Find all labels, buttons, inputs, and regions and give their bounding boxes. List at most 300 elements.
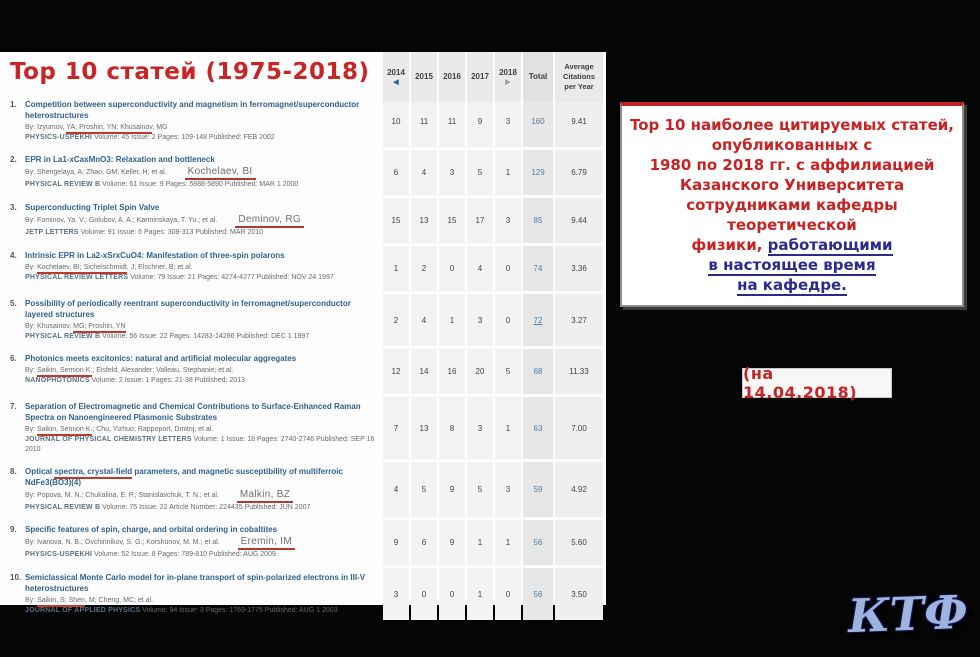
year-citation-value: 9 xyxy=(449,485,455,494)
citation-count-cells xyxy=(383,397,603,459)
year-citation-value: 0 xyxy=(449,589,455,599)
total-citation-cell xyxy=(523,95,553,147)
article-rank: 8. xyxy=(10,467,17,476)
article-title-text: Competition between superconductivity and magnetism in ferromagnet/superconductor heterostructures xyxy=(25,100,360,120)
year-citation-cell xyxy=(495,520,521,565)
year-citation-value: 1 xyxy=(477,589,483,599)
article-title-text: EPR in La1-xCaxMnO3: Relaxation and bottleneck xyxy=(25,155,215,164)
year-column-header xyxy=(383,52,409,102)
year-citation-value: 17 xyxy=(475,216,485,225)
avg-citations-value: 6.79 xyxy=(571,168,587,177)
author-names-text: Saikin, S; Shen xyxy=(37,597,85,607)
year-citation-cell xyxy=(467,568,493,620)
year-citation-cell xyxy=(411,349,437,394)
total-citation-cell xyxy=(523,294,553,346)
department-author-annotation: Malkin, BZ xyxy=(237,490,293,503)
journal-name: PHYSICAL REVIEW B xyxy=(25,181,101,188)
article-source xyxy=(25,435,378,455)
article-authors xyxy=(25,425,378,435)
journal-name: JOURNAL OF APPLIED PHYSICS xyxy=(25,607,141,614)
note-box xyxy=(620,102,964,307)
year-citation-value: 13 xyxy=(419,216,429,225)
note-line xyxy=(626,155,958,175)
year-citation-cell xyxy=(439,198,465,243)
article-rank: 5. xyxy=(10,299,17,308)
journal-name: PHYSICAL REVIEW B xyxy=(25,333,101,340)
total-citations-link[interactable]: 129 xyxy=(531,168,545,177)
year-citation-value: 1 xyxy=(393,264,399,273)
citation-count-cells xyxy=(383,520,603,565)
citation-count-cells xyxy=(383,568,603,620)
total-column-header xyxy=(523,52,553,102)
journal-name: PHYSICS-USPEKHI xyxy=(25,551,93,558)
year-citation-cell xyxy=(411,150,437,195)
article-title-link[interactable] xyxy=(25,572,378,594)
article-title-link[interactable] xyxy=(25,99,378,121)
year-citation-cell xyxy=(495,198,521,243)
year-citation-cell xyxy=(383,95,409,147)
avg-citation-cell xyxy=(555,294,603,346)
journal-name: NANOPHOTONICS xyxy=(25,377,90,384)
year-column-header xyxy=(439,52,465,102)
year-citation-value: 4 xyxy=(421,315,427,325)
article-title-text: Possibility of periodically reentrant superconductivity in ferromagnet/superconductor layered structures xyxy=(25,299,351,319)
year-header-label: 2017 xyxy=(471,72,489,81)
year-citation-cell xyxy=(467,520,493,565)
note-box-lines xyxy=(626,115,958,295)
author-names-text: Kochelaev, BI; Sichelschmidt xyxy=(37,264,127,274)
avg-citations-value: 5.60 xyxy=(571,538,587,547)
year-citation-value: 3 xyxy=(505,216,511,225)
citation-count-cells xyxy=(383,349,603,394)
year-citation-cell xyxy=(467,198,493,243)
year-citation-value: 3 xyxy=(505,116,511,126)
year-citation-value: 14 xyxy=(419,367,429,376)
year-citation-value: 1 xyxy=(505,538,511,547)
article-title-link[interactable] xyxy=(25,524,378,535)
article-title-link[interactable] xyxy=(25,202,378,213)
article-row xyxy=(0,294,606,346)
year-citation-cell xyxy=(411,95,437,147)
article-content xyxy=(25,568,380,620)
year-citation-cell xyxy=(411,246,437,291)
department-author-annotation: Eremin, IM xyxy=(238,537,295,550)
total-citations-link[interactable]: 59 xyxy=(533,485,543,494)
note-red-text: Top 10 наиболее цитируемых статей, xyxy=(630,116,954,134)
author-names-text: By: Ivanova, N. B.; Ovchinnikov, S. G.; Korshunov, M. M.; et al. xyxy=(25,539,220,546)
journal-meta: Volume: 56 Issue: 22 Pages: 14283-14286 Published: DEC 1 1997 xyxy=(100,333,310,340)
article-title-text: Intrinsic EPR in La2-xSrxCuO4: Manifestation of three-spin polarons xyxy=(25,251,285,260)
article-authors xyxy=(25,215,378,228)
article-row xyxy=(0,95,606,147)
year-citation-value: 9 xyxy=(477,116,483,126)
year-citation-value: 16 xyxy=(447,367,457,376)
article-authors xyxy=(25,263,378,273)
year-citation-cell xyxy=(411,294,437,346)
article-content xyxy=(25,150,380,195)
note-line xyxy=(626,115,958,135)
avg-citation-cell xyxy=(555,568,603,620)
article-authors xyxy=(25,366,378,376)
article-content xyxy=(25,349,380,394)
total-citations-link[interactable]: 56 xyxy=(533,589,543,599)
year-citation-cell xyxy=(467,150,493,195)
citation-report-panel xyxy=(0,52,606,614)
total-header-label: Total xyxy=(528,72,548,81)
next-years-icon[interactable]: ▶ xyxy=(505,78,511,86)
year-header-label: 2018 xyxy=(499,67,517,77)
total-citation-cell xyxy=(523,397,553,459)
author-names-text: By: xyxy=(25,367,38,374)
year-citation-cell xyxy=(383,198,409,243)
author-names-text: , J; Elschner, B; et al. xyxy=(126,264,193,271)
avg-citation-cell xyxy=(555,462,603,517)
article-title-link[interactable] xyxy=(25,401,378,423)
journal-meta: Volume: 2 Issue: 1 Pages: 21-38 Published: 2013 xyxy=(89,377,245,384)
year-header-label: 2014 xyxy=(387,67,405,77)
year-citation-cell xyxy=(495,95,521,147)
note-line xyxy=(626,195,958,235)
avg-citation-cell xyxy=(555,246,603,291)
year-citation-cell xyxy=(439,568,465,620)
year-citation-value: 0 xyxy=(505,589,511,599)
total-citations-link[interactable]: 68 xyxy=(533,367,543,376)
article-rank: 6. xyxy=(10,354,17,363)
article-title-link[interactable] xyxy=(25,353,378,364)
article-content xyxy=(25,95,380,147)
article-authors xyxy=(25,123,378,133)
author-names-text: By: xyxy=(25,597,38,604)
article-title-link[interactable] xyxy=(25,466,378,488)
article-rank: 9. xyxy=(10,525,17,534)
year-citation-cell xyxy=(439,246,465,291)
date-box xyxy=(742,364,892,402)
total-citations-link[interactable]: 56 xyxy=(533,538,543,547)
author-names-text: By: Khusainov, xyxy=(25,323,74,330)
journal-name: JOURNAL OF PHYSICAL CHEMISTRY LETTERS xyxy=(25,436,192,443)
total-citation-cell xyxy=(523,568,553,620)
year-citation-value: 5 xyxy=(505,367,511,376)
note-line xyxy=(626,275,958,295)
article-title-link[interactable] xyxy=(25,298,378,320)
year-citation-value: 6 xyxy=(421,538,427,547)
avg-citation-cell xyxy=(555,198,603,243)
article-source xyxy=(25,273,378,283)
article-row xyxy=(0,568,606,620)
total-citation-cell xyxy=(523,520,553,565)
year-citation-value: 6 xyxy=(393,168,399,177)
article-source xyxy=(25,503,378,513)
article-list xyxy=(0,95,606,620)
year-citation-cell xyxy=(411,462,437,517)
article-title-text: Semiclassical Monte Carlo model for in-plane transport of spin-polarized electrons in III-V heterostructures xyxy=(25,573,366,593)
year-citation-cell xyxy=(495,462,521,517)
article-authors xyxy=(25,322,378,332)
total-citations-link[interactable]: 74 xyxy=(533,264,543,273)
year-citation-cell xyxy=(495,150,521,195)
article-rank: 3. xyxy=(10,203,17,212)
article-row xyxy=(0,397,606,459)
article-source xyxy=(25,332,378,342)
year-citation-value: 5 xyxy=(477,168,483,177)
year-citation-cell xyxy=(439,349,465,394)
year-citation-cell xyxy=(383,349,409,394)
year-citation-cell xyxy=(495,349,521,394)
article-row xyxy=(0,520,606,565)
year-citation-value: 3 xyxy=(477,315,483,325)
author-names-text: Saikin, Semion K. xyxy=(37,426,92,436)
year-citation-cell xyxy=(383,397,409,459)
year-citation-value: 5 xyxy=(477,485,483,494)
article-rank: 2. xyxy=(10,155,17,164)
year-citation-value: 7 xyxy=(393,423,399,433)
article-content xyxy=(25,198,380,243)
year-citation-cell xyxy=(495,397,521,459)
total-citation-cell xyxy=(523,246,553,291)
note-red-text: физики, xyxy=(691,236,768,254)
year-citation-cell xyxy=(467,349,493,394)
note-line xyxy=(626,235,958,255)
note-red-text: сотрудниками кафедры теоретической xyxy=(686,196,898,234)
avg-header-label: Average Citations per Year xyxy=(562,62,596,91)
department-author-annotation: Deminov, RG xyxy=(235,215,304,228)
total-citations-link[interactable]: 72 xyxy=(533,315,543,325)
avg-citation-cell xyxy=(555,95,603,147)
year-citation-cell xyxy=(411,397,437,459)
journal-meta: Volume: 45 Issue: 2 Pages: 109-148 Published: FEB 2002 xyxy=(92,134,275,141)
year-citation-cell xyxy=(439,150,465,195)
year-citation-cell xyxy=(383,520,409,565)
year-citation-value: 12 xyxy=(391,367,401,376)
article-content xyxy=(25,520,380,565)
year-citation-cell xyxy=(411,520,437,565)
citation-table-header xyxy=(383,52,603,102)
total-citation-cell xyxy=(523,198,553,243)
citation-count-cells xyxy=(383,150,603,195)
article-title-text: Specific features of spin, charge, and orbital ordering in cobaltites xyxy=(25,525,278,534)
avg-citations-value: 4.92 xyxy=(571,485,587,494)
author-names-text: YA; Proshin, YN; Khusainov xyxy=(66,124,152,134)
citation-count-cells xyxy=(383,198,603,243)
journal-meta: Volume: 52 Issue: 8 Pages: 789-810 Published: AUG 2009 xyxy=(92,551,276,558)
journal-meta: Volume: 61 Issue: 9 Pages: 5888-5890 Published: MAR 1 2000 xyxy=(100,181,299,188)
year-column-header xyxy=(411,52,437,102)
article-source xyxy=(25,606,378,616)
year-citation-cell xyxy=(467,397,493,459)
article-row xyxy=(0,246,606,291)
total-citations-link[interactable]: 160 xyxy=(531,116,545,126)
year-citation-value: 5 xyxy=(421,485,427,494)
note-line xyxy=(626,135,958,155)
year-citation-value: 0 xyxy=(421,589,427,599)
author-names-text: By: Fominov, Ya. V.; Golubov, A. A.; Karminskaya, T. Yu.; et al. xyxy=(25,217,218,224)
year-citation-cell xyxy=(439,397,465,459)
year-citation-value: 2 xyxy=(393,315,399,325)
prev-years-icon[interactable]: ◀ xyxy=(393,78,399,86)
avg-citations-value: 3.36 xyxy=(571,264,587,273)
avg-citation-cell xyxy=(555,397,603,459)
citation-count-cells xyxy=(383,294,603,346)
year-citation-value: 4 xyxy=(421,168,427,177)
year-citation-cell xyxy=(495,568,521,620)
article-row xyxy=(0,150,606,195)
journal-meta: Volume: 75 Issue: 22 Article Number: 224435 Published: JUN 2007 xyxy=(100,504,311,511)
article-authors xyxy=(25,537,378,550)
year-citation-value: 15 xyxy=(391,216,401,225)
year-citation-cell xyxy=(383,568,409,620)
avg-citation-cell xyxy=(555,520,603,565)
article-title-text: parameters, and magnetic susceptibility of multiferroic NdFe3(BO3)(4) xyxy=(25,467,343,487)
avg-citations-value: 3.50 xyxy=(571,589,587,599)
year-citation-cell xyxy=(495,294,521,346)
year-citation-cell xyxy=(411,198,437,243)
author-names-text: By: Popova, M. N.; Chukalina, E. P.; Stanislavchuk, T. N.; et al. xyxy=(25,492,219,499)
year-citation-cell xyxy=(467,462,493,517)
year-citation-cell xyxy=(411,568,437,620)
avg-citation-cell xyxy=(555,349,603,394)
year-citation-value: 8 xyxy=(449,423,455,433)
year-citation-value: 2 xyxy=(421,264,427,273)
author-names-text: By: Izyumov, xyxy=(25,124,67,131)
year-citation-value: 10 xyxy=(391,116,401,126)
article-title-text: Optical xyxy=(25,467,55,476)
note-red-text: опубликованных с xyxy=(711,136,873,154)
total-citation-cell xyxy=(523,349,553,394)
journal-name: PHYSICS-USPEKHI xyxy=(25,134,93,141)
year-citation-cell xyxy=(383,294,409,346)
year-citation-value: 9 xyxy=(449,538,455,547)
note-line xyxy=(626,255,958,275)
author-names-text: By: xyxy=(25,426,38,433)
note-underlined-text: работающими xyxy=(767,236,893,254)
year-column-header xyxy=(495,52,521,102)
journal-meta: Volume: 91 Issue: 6 Pages: 308-313 Published: MAR 2010 xyxy=(78,229,264,236)
journal-meta: Volume: 79 Issue: 21 Pages: 4274-4277 Published: NOV 24 1997 xyxy=(128,274,334,281)
avg-citations-value: 3.27 xyxy=(571,315,587,325)
article-source xyxy=(25,133,378,143)
journal-name: PHYSICAL REVIEW LETTERS xyxy=(25,274,129,281)
article-title-text: Separation of Electromagnetic and Chemical Contributions to Surface-Enhanced Raman Spectra on Nanoengineered Plasmonic Substrates xyxy=(25,402,361,422)
avg-citations-value: 9.44 xyxy=(571,216,587,225)
article-source xyxy=(25,228,378,238)
article-authors xyxy=(25,596,378,606)
year-citation-cell xyxy=(467,95,493,147)
total-citation-cell xyxy=(523,462,553,517)
article-row xyxy=(0,349,606,394)
year-citation-value: 4 xyxy=(477,264,483,273)
citation-count-cells xyxy=(383,95,603,147)
year-citation-value: 0 xyxy=(449,264,455,273)
year-citation-cell xyxy=(495,246,521,291)
year-citation-value: 20 xyxy=(475,367,485,376)
article-row xyxy=(0,462,606,517)
year-citation-value: 1 xyxy=(477,538,483,547)
total-citations-link[interactable]: 63 xyxy=(533,423,543,433)
author-names-text: By: xyxy=(25,264,38,271)
year-column-header xyxy=(467,52,493,102)
year-citation-value: 3 xyxy=(393,589,399,599)
total-citation-cell xyxy=(523,150,553,195)
slide-title: Top 10 статей (1975-2018) xyxy=(10,59,370,85)
year-citation-cell xyxy=(439,520,465,565)
year-citation-value: 4 xyxy=(393,485,399,494)
year-citation-cell xyxy=(439,95,465,147)
avg-column-header xyxy=(555,52,603,102)
journal-name: JETP LETTERS xyxy=(25,229,79,236)
year-citation-value: 1 xyxy=(505,168,511,177)
year-citation-value: 3 xyxy=(477,423,483,433)
note-underlined-text: на кафедре. xyxy=(737,276,847,294)
year-citation-value: 9 xyxy=(393,538,399,547)
article-title-link[interactable] xyxy=(25,250,378,261)
avg-citations-value: 9.41 xyxy=(571,116,587,126)
journal-meta: Volume: 1 Issue: 18 Pages: 2740-2746 Published: SEP 16 2010 xyxy=(25,436,375,453)
article-row xyxy=(0,198,606,243)
article-rank: 7. xyxy=(10,402,17,411)
avg-citation-cell xyxy=(555,150,603,195)
year-citation-value: 13 xyxy=(419,423,429,433)
article-authors xyxy=(25,167,378,180)
total-citations-link[interactable]: 85 xyxy=(533,216,543,225)
year-header-label: 2016 xyxy=(443,72,461,81)
avg-citations-value: 11.33 xyxy=(569,367,589,376)
year-citation-value: 11 xyxy=(447,116,457,126)
citation-count-cells xyxy=(383,246,603,291)
year-header-label: 2015 xyxy=(415,72,433,81)
journal-name: PHYSICAL REVIEW B xyxy=(25,504,101,511)
year-citation-cell xyxy=(383,150,409,195)
author-names-text: ; Eisfeld, Alexander; Valleau, Stephanie; et al. xyxy=(92,367,234,374)
year-citation-cell xyxy=(467,294,493,346)
ktf-department-logo: КТФ xyxy=(847,584,969,644)
year-citation-value: 11 xyxy=(419,116,429,126)
journal-meta: Volume: 94 Issue: 3 Pages: 1769-1775 Published: AUG 1 2003 xyxy=(140,607,338,614)
article-title-link[interactable] xyxy=(25,154,378,165)
year-citation-value: 0 xyxy=(505,264,511,273)
author-names-text: , MG xyxy=(152,124,168,131)
year-citation-value: 3 xyxy=(449,168,455,177)
year-citation-cell xyxy=(383,462,409,517)
year-citation-value: 1 xyxy=(449,315,455,325)
year-citation-cell xyxy=(383,246,409,291)
note-red-text: 1980 по 2018 гг. с аффилиацией xyxy=(649,156,935,174)
note-red-text: Казанского Университета xyxy=(679,176,905,194)
article-source xyxy=(25,376,378,386)
article-rank: 10. xyxy=(10,573,22,582)
date-box-text: (на 14.04.2018) xyxy=(743,364,858,402)
year-citation-cell xyxy=(439,462,465,517)
article-content xyxy=(25,462,380,517)
article-title-text: Superconducting Triplet Spin Valve xyxy=(25,203,160,212)
article-authors xyxy=(25,490,378,503)
article-rank: 1. xyxy=(10,100,17,109)
year-citation-value: 15 xyxy=(447,216,457,225)
article-title-text: spectra, crystal-field xyxy=(54,467,132,479)
article-source xyxy=(25,180,378,190)
article-source xyxy=(25,550,378,560)
citation-count-cells xyxy=(383,462,603,517)
year-citation-cell xyxy=(439,294,465,346)
article-rank: 4. xyxy=(10,251,17,260)
article-content xyxy=(25,397,380,459)
author-names-text: MG; Proshin, YN xyxy=(73,323,125,333)
author-names-text: ; Chu, Yizhuo; Rappoport, Dmitrij; et al. xyxy=(92,426,214,433)
article-content xyxy=(25,246,380,291)
year-citation-cell xyxy=(467,246,493,291)
article-content xyxy=(25,294,380,346)
year-citation-value: 1 xyxy=(505,423,511,433)
year-citation-value: 0 xyxy=(505,315,511,325)
